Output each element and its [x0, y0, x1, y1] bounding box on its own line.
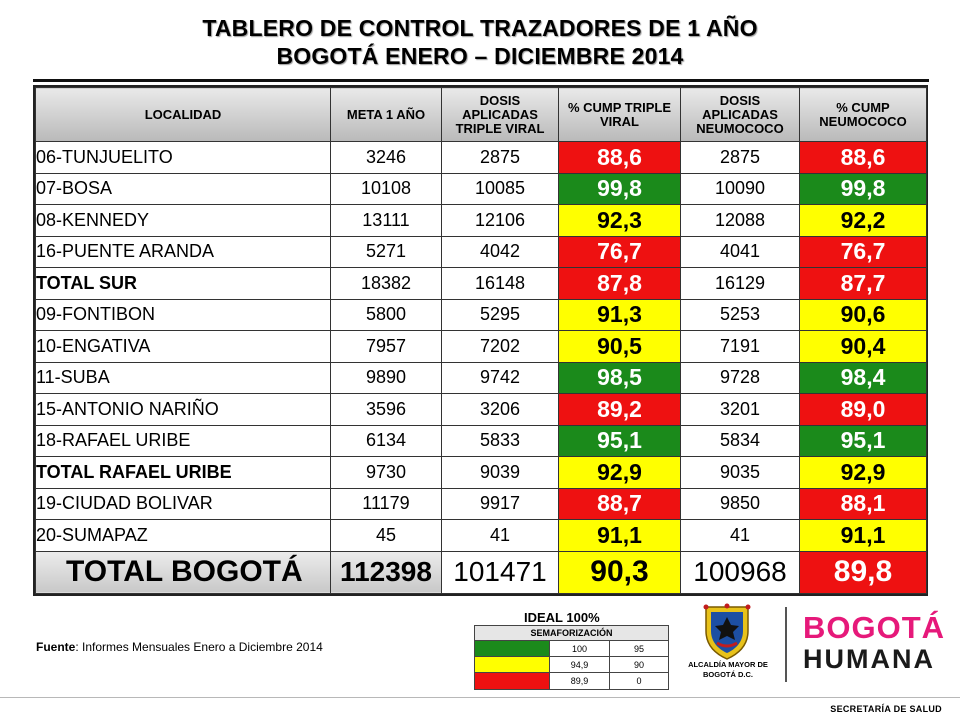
- cell-localidad: 06-TUNJUELITO: [36, 142, 331, 174]
- logo-divider: [785, 607, 787, 682]
- ideal-label: IDEAL 100%: [524, 610, 600, 625]
- alcaldia-label: ALCALDÍA MAYOR DE BOGOTÁ D.C.: [688, 660, 768, 679]
- cell-cump-triple-viral: 98,5: [559, 362, 681, 394]
- header-cump-neumococo: % CUMP NEUMOCOCO: [800, 88, 927, 142]
- control-table: [35, 87, 927, 594]
- cell-meta: 10108: [331, 173, 442, 205]
- cell-localidad: 09-FONTIBON: [36, 299, 331, 331]
- cell-cump-triple-viral: 76,7: [559, 236, 681, 268]
- source-note: [36, 640, 323, 654]
- cell-dosis-neumococo: 5253: [681, 299, 800, 331]
- cell-meta: 18382: [331, 268, 442, 300]
- table-row: [36, 236, 927, 268]
- table-row: [36, 299, 927, 331]
- cell-cump-neumococo: 98,4: [800, 362, 927, 394]
- cell-cump-neumococo: 87,7: [800, 268, 927, 300]
- cell-dosis-triple-viral: 41: [442, 520, 559, 552]
- cell-cump-neumococo: 89,0: [800, 394, 927, 426]
- footer-rule: [0, 697, 960, 698]
- cell-dosis-neumococo: 3201: [681, 394, 800, 426]
- table-row: [36, 425, 927, 457]
- cell-dosis-neumococo: 12088: [681, 205, 800, 237]
- header-dosis-triple-viral: DOSIS APLICADAS TRIPLE VIRAL: [442, 88, 559, 142]
- cell-cump-neumococo: 90,6: [800, 299, 927, 331]
- cell-dosis-neumococo: 16129: [681, 268, 800, 300]
- cell-cump-triple-viral: 91,3: [559, 299, 681, 331]
- cell-localidad: 07-BOSA: [36, 173, 331, 205]
- cell-localidad: 10-ENGATIVA: [36, 331, 331, 363]
- cell-dosis-neumococo: 9850: [681, 488, 800, 520]
- cell-dosis-neumococo: 41: [681, 520, 800, 552]
- table-row: [36, 394, 927, 426]
- legend-row-yellow: [475, 657, 668, 673]
- cell-cump-triple-viral: 95,1: [559, 425, 681, 457]
- table-row: [36, 173, 927, 205]
- cell-localidad: TOTAL BOGOTÁ: [36, 551, 331, 593]
- title-line-1: TABLERO DE CONTROL TRAZADORES DE 1 AÑO: [202, 15, 758, 41]
- cell-cump-triple-viral: 92,9: [559, 457, 681, 489]
- table-row: [36, 268, 927, 300]
- cell-cump-triple-viral: 88,7: [559, 488, 681, 520]
- legend-min: 0: [636, 676, 642, 686]
- cell-localidad: 15-ANTONIO NARIÑO: [36, 394, 331, 426]
- title-underline: [33, 79, 929, 82]
- cell-dosis-neumococo: 5834: [681, 425, 800, 457]
- cell-cump-neumococo: 90,4: [800, 331, 927, 363]
- cell-cump-neumococo: 99,8: [800, 173, 927, 205]
- cell-meta: 13111: [331, 205, 442, 237]
- cell-meta: 3246: [331, 142, 442, 174]
- cell-localidad: 11-SUBA: [36, 362, 331, 394]
- humana-wordmark: HUMANA: [803, 644, 935, 674]
- cell-dosis-triple-viral: 9039: [442, 457, 559, 489]
- cell-dosis-triple-viral: 5833: [442, 425, 559, 457]
- legend-swatch-red: [475, 673, 550, 689]
- cell-localidad: 18-RAFAEL URIBE: [36, 425, 331, 457]
- cell-cump-triple-viral: 99,8: [559, 173, 681, 205]
- table-body: [36, 142, 927, 594]
- cell-cump-triple-viral: 90,5: [559, 331, 681, 363]
- table-row: [36, 362, 927, 394]
- legend-row-green: [475, 641, 668, 657]
- cell-localidad: 20-SUMAPAZ: [36, 520, 331, 552]
- cell-dosis-neumococo: 10090: [681, 173, 800, 205]
- cell-cump-triple-viral: 90,3: [559, 551, 681, 593]
- bogota-wordmark: BOGOTÁ: [803, 610, 946, 645]
- header-cump-triple-viral: % CUMP TRIPLE VIRAL: [559, 88, 681, 142]
- legend-max: 100: [550, 641, 610, 656]
- cell-localidad: 08-KENNEDY: [36, 205, 331, 237]
- cell-meta: 9890: [331, 362, 442, 394]
- secretaria-label: SECRETARÍA DE SALUD: [830, 704, 942, 714]
- table-row: [36, 142, 927, 174]
- cell-dosis-triple-viral: 2875: [442, 142, 559, 174]
- legend-max: 94,9: [550, 657, 610, 672]
- cell-meta: 112398: [331, 551, 442, 593]
- legend-swatch-yellow: [475, 657, 550, 672]
- cell-dosis-triple-viral: 10085: [442, 173, 559, 205]
- cell-dosis-triple-viral: 7202: [442, 331, 559, 363]
- table-row: [36, 520, 927, 552]
- cell-meta: 6134: [331, 425, 442, 457]
- cell-meta: 7957: [331, 331, 442, 363]
- cell-localidad: 19-CIUDAD BOLIVAR: [36, 488, 331, 520]
- cell-cump-neumococo: 88,6: [800, 142, 927, 174]
- cell-cump-triple-viral: 87,8: [559, 268, 681, 300]
- table-row: [36, 488, 927, 520]
- cell-dosis-neumococo: 9035: [681, 457, 800, 489]
- source-text: : Informes Mensuales Enero a Diciembre 2014: [75, 640, 323, 654]
- table-header-row: [36, 88, 927, 142]
- header-meta: META 1 AÑO: [331, 88, 442, 142]
- cell-dosis-neumococo: 7191: [681, 331, 800, 363]
- title-line-2: BOGOTÁ ENERO – DICIEMBRE 2014: [276, 43, 684, 69]
- cell-cump-neumococo: 92,2: [800, 205, 927, 237]
- cell-dosis-triple-viral: 4042: [442, 236, 559, 268]
- cell-dosis-neumococo: 4041: [681, 236, 800, 268]
- cell-cump-triple-viral: 88,6: [559, 142, 681, 174]
- semaforizacion-legend: [474, 625, 669, 690]
- cell-cump-neumococo: 92,9: [800, 457, 927, 489]
- cell-meta: 9730: [331, 457, 442, 489]
- cell-dosis-triple-viral: 9917: [442, 488, 559, 520]
- cell-dosis-triple-viral: 5295: [442, 299, 559, 331]
- cell-meta: 11179: [331, 488, 442, 520]
- legend-title: SEMAFORIZACIÓN: [475, 626, 668, 641]
- cell-cump-neumococo: 89,8: [800, 551, 927, 593]
- cell-cump-neumococo: 76,7: [800, 236, 927, 268]
- cell-dosis-triple-viral: 16148: [442, 268, 559, 300]
- table-row: [36, 205, 927, 237]
- cell-meta: 3596: [331, 394, 442, 426]
- table-row: [36, 331, 927, 363]
- cell-meta: 5800: [331, 299, 442, 331]
- bogota-humana-logo: [803, 610, 946, 674]
- cell-cump-triple-viral: 89,2: [559, 394, 681, 426]
- cell-dosis-triple-viral: 12106: [442, 205, 559, 237]
- legend-min: 90: [633, 660, 644, 670]
- page-title: [0, 14, 960, 70]
- cell-meta: 45: [331, 520, 442, 552]
- cell-cump-neumococo: 95,1: [800, 425, 927, 457]
- table-row: [36, 457, 927, 489]
- cell-localidad: TOTAL SUR: [36, 268, 331, 300]
- cell-cump-neumococo: 88,1: [800, 488, 927, 520]
- cell-dosis-triple-viral: 101471: [442, 551, 559, 593]
- cell-localidad: 16-PUENTE ARANDA: [36, 236, 331, 268]
- legend-swatch-green: [475, 641, 550, 656]
- cell-dosis-triple-viral: 3206: [442, 394, 559, 426]
- header-localidad: LOCALIDAD: [36, 88, 331, 142]
- cell-dosis-neumococo: 9728: [681, 362, 800, 394]
- cell-cump-neumococo: 91,1: [800, 520, 927, 552]
- legend-min: 95: [633, 644, 644, 654]
- cell-dosis-neumococo: 2875: [681, 142, 800, 174]
- legend-max: 89,9: [550, 673, 610, 689]
- cell-cump-triple-viral: 92,3: [559, 205, 681, 237]
- cell-dosis-neumococo: 100968: [681, 551, 800, 593]
- cell-localidad: TOTAL RAFAEL URIBE: [36, 457, 331, 489]
- control-table-container: [33, 85, 928, 596]
- coat-of-arms-icon: [700, 603, 754, 661]
- total-bogota-row: [36, 551, 927, 593]
- cell-meta: 5271: [331, 236, 442, 268]
- header-dosis-neumococo: DOSIS APLICADAS NEUMOCOCO: [681, 88, 800, 142]
- cell-cump-triple-viral: 91,1: [559, 520, 681, 552]
- cell-dosis-triple-viral: 9742: [442, 362, 559, 394]
- source-label: Fuente: [36, 640, 76, 654]
- legend-row-red: [475, 673, 668, 689]
